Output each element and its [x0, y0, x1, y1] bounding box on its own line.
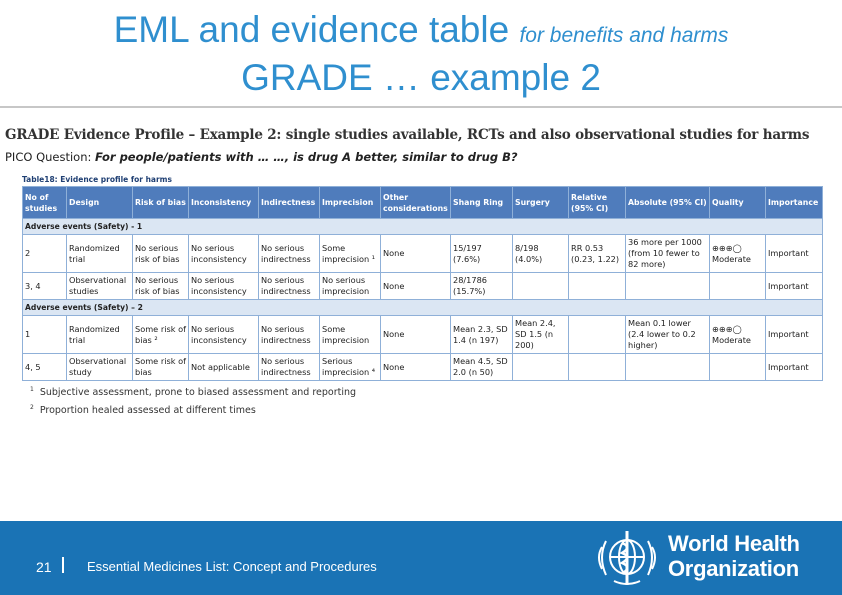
header-cell: Risk of bias: [133, 187, 189, 219]
table-row: [23, 316, 823, 354]
footnote-mark: 2: [30, 404, 34, 412]
section-label: Adverse events (Safety) – 2: [23, 300, 823, 316]
footnote: [30, 404, 356, 416]
slide-title-line-2: GRADE … example 2: [241, 57, 601, 98]
table-cell: [710, 273, 766, 300]
table-cell: None: [381, 354, 451, 381]
table-cell: No serious imprecision: [320, 273, 381, 300]
header-cell: Importance: [766, 187, 823, 219]
header-cell: Other considerations: [381, 187, 451, 219]
table-cell: 3, 4: [23, 273, 67, 300]
table-cell: Some risk of bias ²: [133, 316, 189, 354]
table-cell: Some risk of bias: [133, 354, 189, 381]
table-cell: None: [381, 273, 451, 300]
table-cell: RR 0.53 (0.23, 1.22): [569, 235, 626, 273]
pico-label: PICO Question:: [5, 150, 92, 164]
table-cell: No serious indirectness: [259, 354, 320, 381]
table-cell: 2: [23, 235, 67, 273]
table-cell: Observational study: [67, 354, 133, 381]
who-name-line-2: Organization: [668, 556, 799, 581]
table-cell: [626, 273, 710, 300]
table-cell: No serious indirectness: [259, 273, 320, 300]
header-cell: Quality: [710, 187, 766, 219]
table-cell: Some imprecision: [320, 316, 381, 354]
table-cell: Mean 2.3, SD 1.4 (n 197): [451, 316, 513, 354]
table-cell: No serious indirectness: [259, 316, 320, 354]
table-cell: No serious indirectness: [259, 235, 320, 273]
slide-title-line-1: [0, 8, 842, 58]
table-cell: Important: [766, 273, 823, 300]
table-cell: Serious imprecision ⁴: [320, 354, 381, 381]
section-row: [23, 219, 823, 235]
table-cell: ⊕⊕⊕◯ Moderate: [710, 235, 766, 273]
table-header-row: [23, 187, 823, 219]
table-cell: Important: [766, 316, 823, 354]
pico-question: [5, 150, 518, 164]
table-cell: None: [381, 235, 451, 273]
table-cell: [569, 354, 626, 381]
table-cell: ⊕⊕⊕◯ Moderate: [710, 316, 766, 354]
profile-heading: GRADE Evidence Profile – Example 2: single studies available, RCTs and also observational studies for harms: [5, 127, 810, 143]
header-cell: Shang Ring: [451, 187, 513, 219]
page-number: 21: [36, 559, 52, 575]
table-cell: Some imprecision ¹: [320, 235, 381, 273]
header-cell: Relative (95% CI): [569, 187, 626, 219]
table-cell: Mean 0.1 lower (2.4 lower to 0.2 higher): [626, 316, 710, 354]
table-cell: Important: [766, 354, 823, 381]
table-cell: No serious risk of bias: [133, 273, 189, 300]
table-cell: [569, 273, 626, 300]
table-cell: No serious risk of bias: [133, 235, 189, 273]
table-cell: Mean 2.4, SD 1.5 (n 200): [513, 316, 569, 354]
title-subtitle-text: for benefits and harms: [519, 24, 729, 47]
section-row: [23, 300, 823, 316]
header-cell: Imprecision: [320, 187, 381, 219]
table-cell: 1: [23, 316, 67, 354]
footnote-mark: 1: [30, 386, 34, 393]
who-name: [668, 531, 800, 581]
table-cell: Not applicable: [189, 354, 259, 381]
table-row: [23, 273, 823, 300]
header-cell: Absolute (95% CI): [626, 187, 710, 219]
table-cell: [710, 354, 766, 381]
pico-text: For people/patients with … …, is drug A better, similar to drug B?: [95, 150, 518, 164]
header-cell: Indirectness: [259, 187, 320, 219]
who-emblem-icon: [592, 527, 662, 589]
table-cell: [569, 316, 626, 354]
header-cell: Inconsistency: [189, 187, 259, 219]
who-name-line-1: World Health: [668, 531, 800, 556]
table-cell: Randomized trial: [67, 235, 133, 273]
table-cell: Important: [766, 235, 823, 273]
footnote-text: Subjective assessment, prone to biased assessment and reporting: [39, 387, 357, 399]
table-cell: Observational studies: [67, 273, 133, 300]
header-cell: Surgery: [513, 187, 569, 219]
footnote-text: Proportion healed assessed at different times: [39, 405, 256, 417]
footnotes: [30, 386, 356, 422]
table-cell: None: [381, 316, 451, 354]
table-cell: No serious inconsistency: [189, 316, 259, 354]
header-cell: No of studies: [23, 187, 67, 219]
table-cell: 8/198 (4.0%): [513, 235, 569, 273]
table-cell: [513, 354, 569, 381]
section-label: Adverse events (Safety) - 1: [23, 219, 823, 235]
page-separator: [62, 557, 64, 573]
table-row: [23, 354, 823, 381]
title-divider: [0, 106, 842, 108]
table-cell: [626, 354, 710, 381]
title-main-text: EML and evidence table: [113, 9, 510, 50]
slide-footer: [0, 521, 842, 595]
table-cell: No serious inconsistency: [189, 235, 259, 273]
table-cell: [513, 273, 569, 300]
footer-text: Essential Medicines List: Concept and Procedures: [87, 559, 377, 574]
table-row: [23, 235, 823, 273]
evidence-table: [22, 186, 823, 381]
table-cell: 15/197 (7.6%): [451, 235, 513, 273]
table-cell: 28/1786 (15.7%): [451, 273, 513, 300]
table-cell: No serious inconsistency: [189, 273, 259, 300]
table-cell: 4, 5: [23, 354, 67, 381]
table-caption: Table18: Evidence profile for harms: [22, 175, 172, 184]
footnote: [30, 386, 356, 398]
table-cell: Randomized trial: [67, 316, 133, 354]
table-cell: Mean 4.5, SD 2.0 (n 50): [451, 354, 513, 381]
header-cell: Design: [67, 187, 133, 219]
table-cell: 36 more per 1000 (from 10 fewer to 82 more): [626, 235, 710, 273]
